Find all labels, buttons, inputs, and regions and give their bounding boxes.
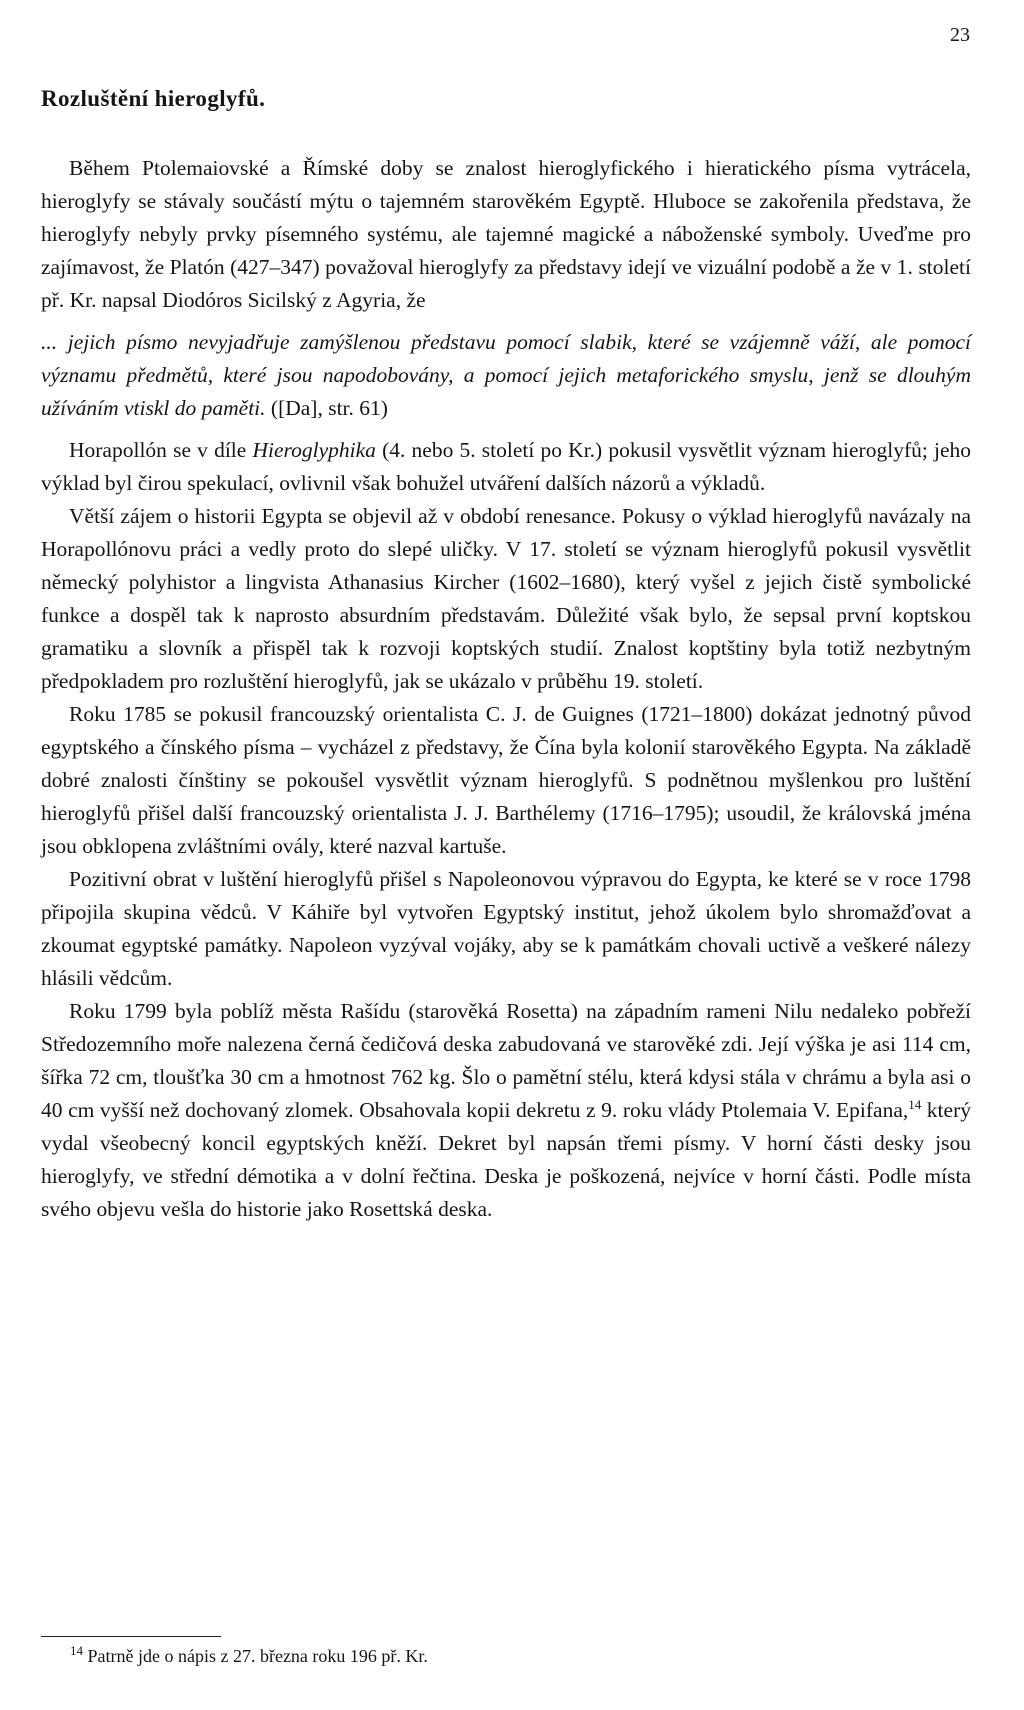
paragraph-renaissance: Větší zájem o historii Egypta se objevil až v období renesance. Pokusy o výklad hieroglyfů navázaly na Horapollónovu práci a vedly proto do slepé uličky. V 17. století se význam hieroglyfů pokusil vysvětlit německý polyhistor a lingvista Athanasius Kircher (1602–1680), který vyšel z jejich čistě symbolické funkce a dospěl tak k naprosto absurdním představám. Důležité však bylo, že sepsal první koptskou gramatiku a slovník a přispěl tak k rozvoji koptských studií. Znalost koptštiny byla totiž nezbytným předpokladem pro rozluštění hieroglyfů, jak se ukázalo v průběhu 19. století. bbox=[41, 504, 971, 693]
quotation bbox=[41, 326, 971, 425]
paragraph-rosetta-lead: Roku 1799 byla poblíž města Rašídu (starověká Rosetta) na západním rameni Nilu nedaleko pobřeží Středozemního moře nalezena černá čedičová deska zabudovaná ve starověké zdi. Její výška je asi 114 cm, šířka 72 cm, tloušťka 30 cm a hmotnost 762 kg. Šlo o pamětní stélu, která kdysi stála v chrámu a byla asi o 40 cm vyšší než dochovaný zlomek. Obsahovala kopii dekretu z 9. roku vlády Ptolemaia V. Epifana, bbox=[41, 999, 971, 1122]
footnote bbox=[70, 1643, 428, 1667]
footnote-reference: 14 bbox=[908, 1096, 922, 1112]
quotation-text: ... jejich písmo nevyjadřuje zamýšlenou představu pomocí slabik, které se vzájemně váží, ale pomocí významu předmětů, které jsou napodobovány, a pomocí jejich metaforického smyslu, jenž se dlouhým užíváním vtiskl do paměti. bbox=[41, 330, 971, 420]
paragraph-horapollon-rest: (4. nebo 5. století po Kr.) pokusil vysvětlit význam hieroglyfů; jeho výklad byl čirou spekulací, ovlivnil však bohužel utváření dalších názorů a výkladů. bbox=[41, 438, 972, 495]
footnote-text: Patrně jde o nápis z 27. března roku 196 př. Kr. bbox=[87, 1646, 428, 1666]
quotation-citation: ([Da], str. 61) bbox=[270, 396, 388, 420]
paragraph-intro: Během Ptolemaiovské a Římské doby se znalost hieroglyfického i hieratického písma vytrácela, hieroglyfy se stávaly součástí mýtu o tajemném starověkém Egyptě. Hluboce se zakořenila představa, že hieroglyfy nebyly prvky písemného systému, ale tajemné magické a náboženské symboly. Uveďme pro zajímavost, že Platón (427–347) považoval hieroglyfy za představy idejí ve vizuální podobě a že v 1. století př. Kr. napsal Diodóros Sicilský z Agyria, že bbox=[41, 156, 971, 312]
page-number: 23 bbox=[950, 24, 970, 46]
footnote-marker: 14 bbox=[70, 1643, 83, 1658]
paragraph-horapollon-lead: Horapollón se v díle bbox=[69, 438, 253, 462]
paragraph-rosetta bbox=[41, 995, 971, 1226]
paragraph-guignes: Roku 1785 se pokusil francouzský orientalista C. J. de Guignes (1721–1800) dokázat jednotný původ egyptského a čínského písma – vycházel z představy, že Čína byla kolonií starověkého Egypta. Na základě dobré znalosti čínštiny se pokoušel vysvětlit význam hieroglyfů. S podnětnou myšlenkou pro luštění hieroglyfů přišel další francouzský orientalista J. J. Barthélemy (1716–1795); usoudil, že královská jména jsou obklopena zvláštními ovály, které nazval kartuše. bbox=[41, 702, 971, 858]
paragraph-napoleon: Pozitivní obrat v luštění hieroglyfů přišel s Napoleonovou výpravou do Egypta, ke které se v roce 1798 připojila skupina vědců. V Káhiře byl vytvořen Egyptský institut, jehož úkolem bylo shromažďovat a zkoumat egyptské památky. Napoleon vyzýval vojáky, aby se k památkám chovali uctivě a veškeré nálezy hlásili vědcům. bbox=[41, 867, 971, 990]
footnote-divider bbox=[41, 1636, 221, 1637]
body-text bbox=[41, 152, 971, 1226]
book-title: Hieroglyphika bbox=[252, 438, 376, 462]
paragraph-rosetta-rest: který vydal všeobecný koncil egyptských kněží. Dekret byl napsán třemi písmy. V horní části desky jsou hieroglyfy, ve střední démotika a v dolní řečtina. Deska je poškozená, nejvíce v horní části. Podle místa svého objevu vešla do historie jako Rosettská deska. bbox=[41, 1098, 971, 1221]
section-heading: Rozluštění hieroglyfů. bbox=[41, 86, 266, 111]
paragraph-horapollon bbox=[41, 434, 971, 500]
